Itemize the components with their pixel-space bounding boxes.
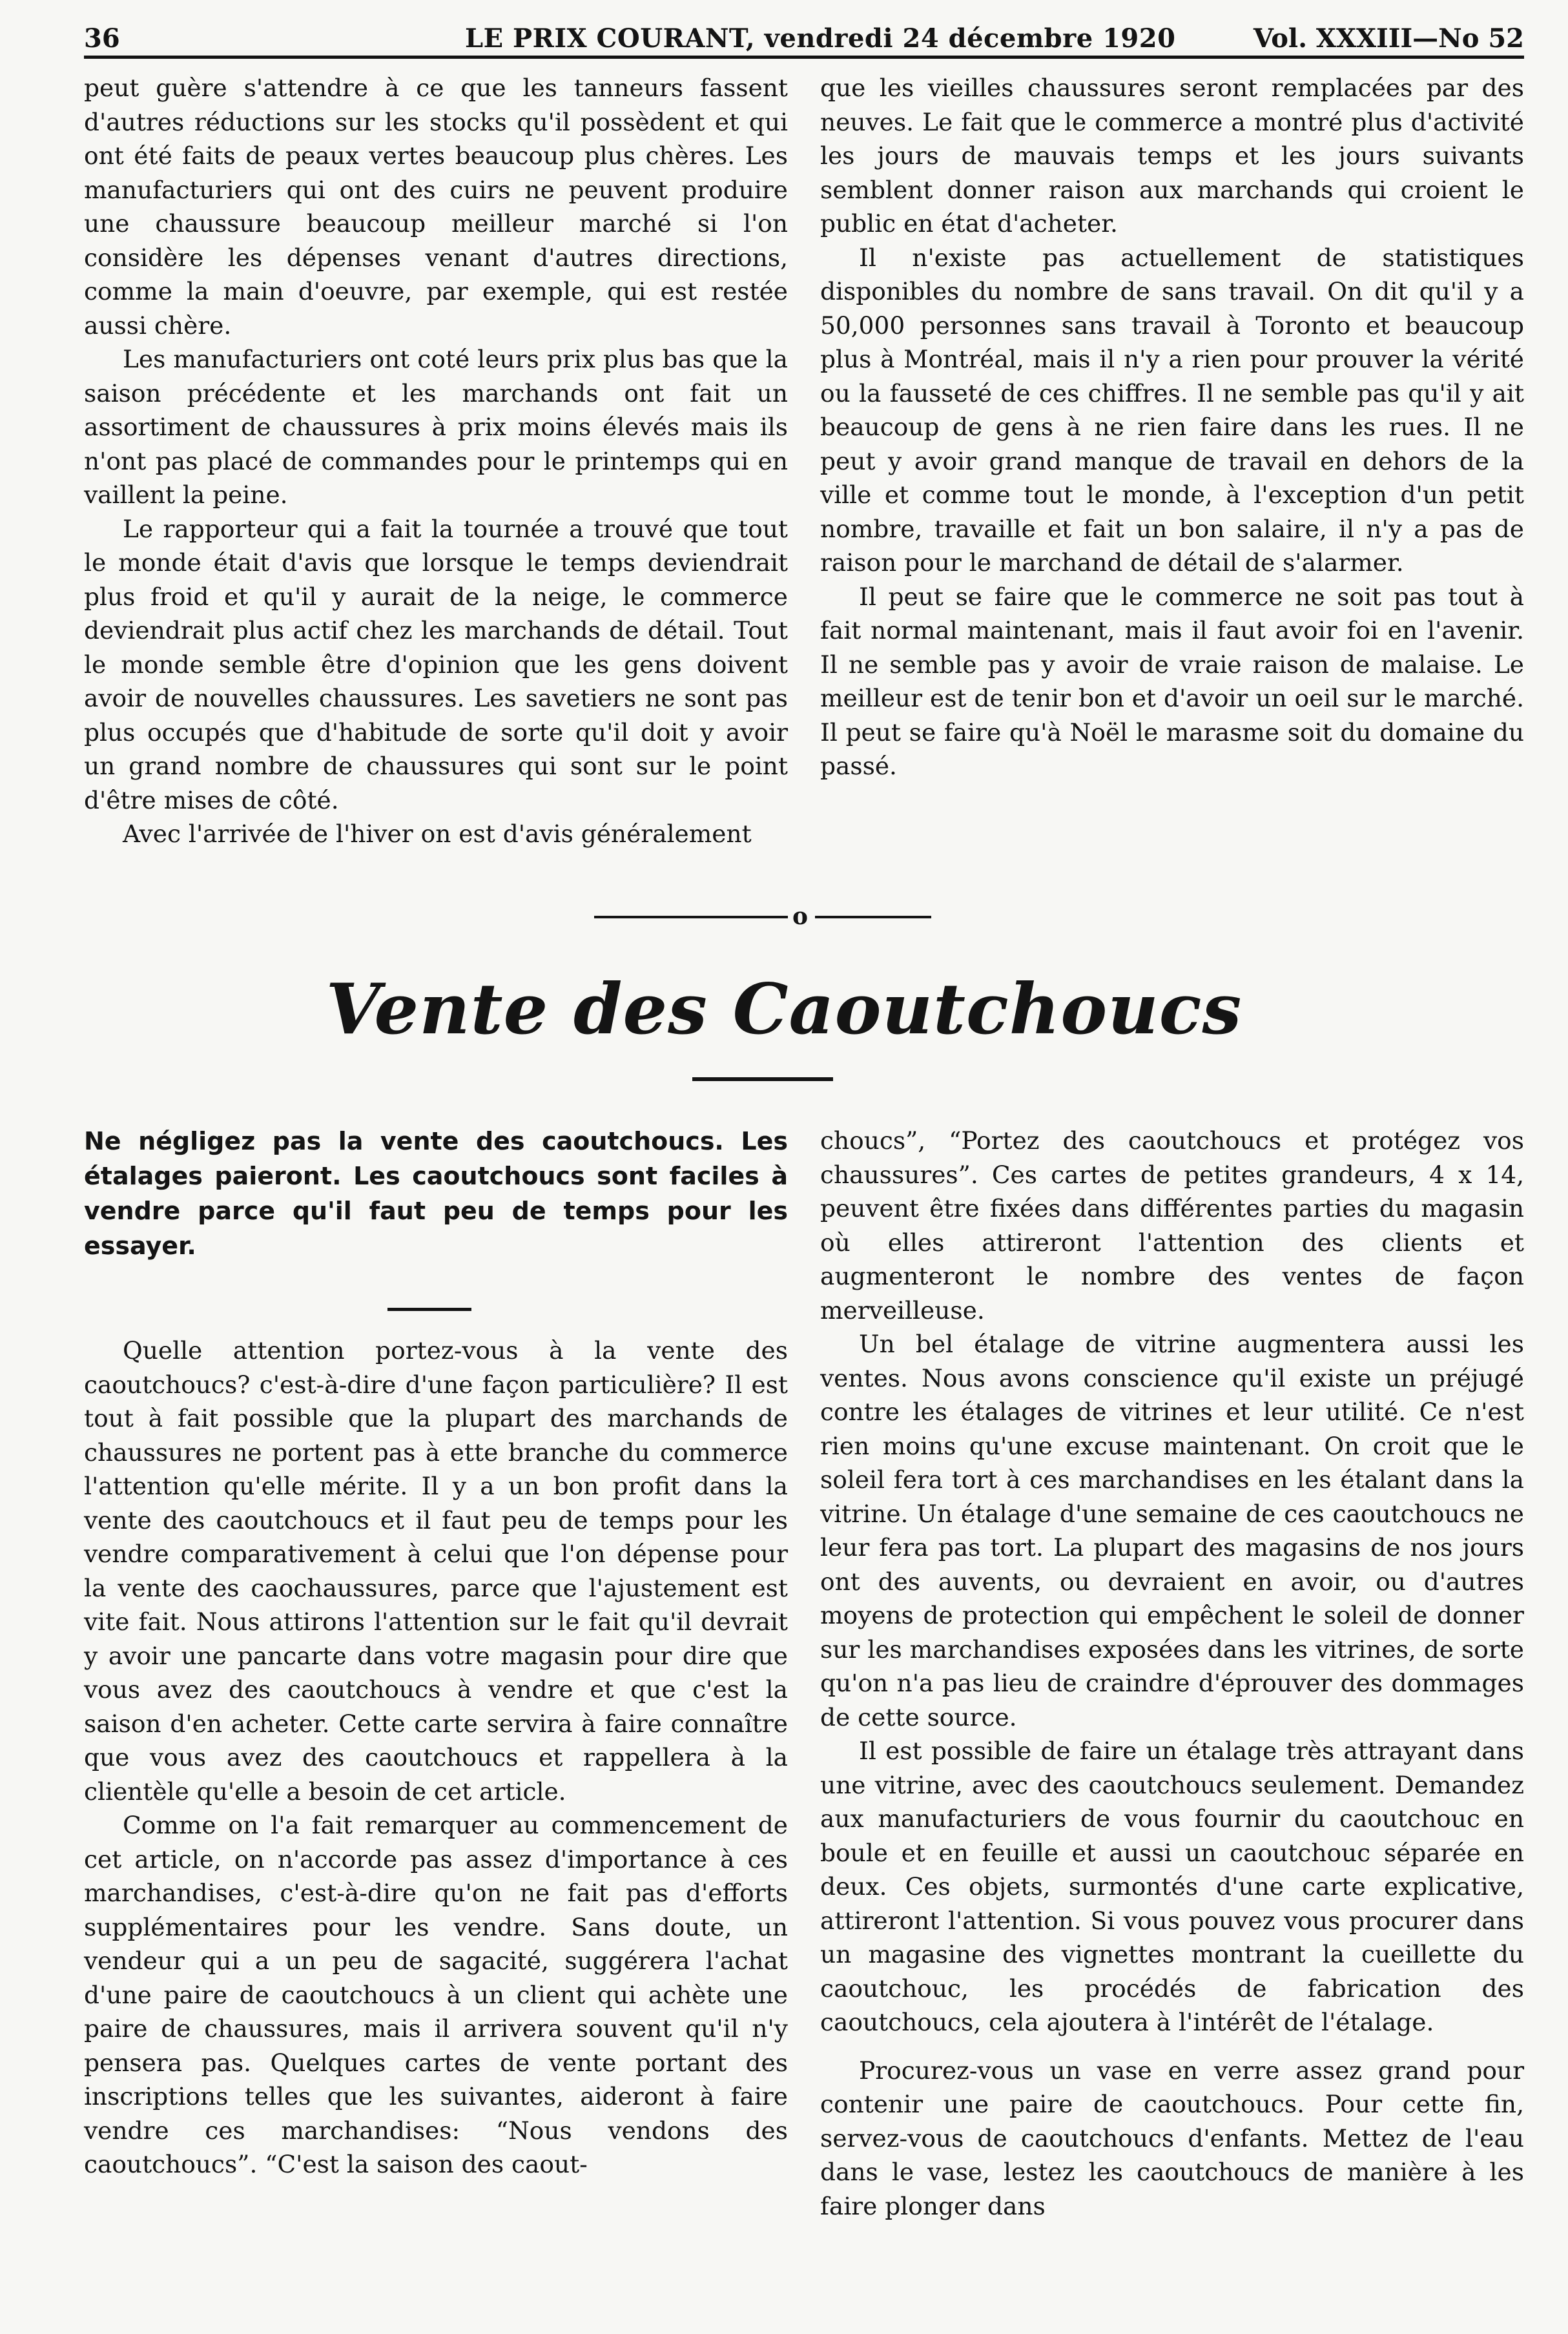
article-lead: Ne négligez pas la vente des caoutchoucs. Les étalages paieront. Les caoutchoucs sont faciles à vendre parce qu'il faut peu de temps pour les essayer. <box>84 1127 788 1260</box>
paragraph: Les manufacturiers ont coté leurs prix plus bas que la saison précédente et les marchands ont fait un assortiment de chaussures à prix moins élevés mais ils n'ont pas placé de commandes pour le printemps qui en vaillent la peine. <box>84 345 788 509</box>
page-number: 36 <box>84 23 120 54</box>
paragraph: Comme on l'a fait remarquer au commencement de cet article, on n'accorde pas assez d'importance à ces marchandises, c'est-à-dire qu'on ne fait pas d'efforts supplémentaires pour les vendre. Sans doute, un vendeur qui a un peu de sagacité, suggérera l'achat d'une paire de caoutchoucs à un client qui achète une paire de chaussures, mais il arrivera souvent qu'il n'y pensera pas. Quelques cartes de vente portant des inscriptions telles que les suivantes, aideront à faire vendre ces marchandises: “Nous vendons des caoutchoucs”. “C'est la saison des caout- <box>84 1811 788 2178</box>
paragraph: peut guère s'attendre à ce que les tanneurs fassent d'autres réductions sur les stocks qu'il possèdent et qui ont été faits de peaux vertes beaucoup plus chères. Les manufacturiers qui ont des cuirs ne peuvent produire une chaussure beaucoup meilleur marché si l'on considère les dépenses venant d'autres directions, comme la main d'oeuvre, par exemple, qui est restée aussi chère. <box>84 74 788 340</box>
lead-rule <box>387 1308 471 1311</box>
volume-number: Vol. XXXIII—No 52 <box>1253 23 1524 54</box>
paragraph: Quelle attention portez-vous à la vente des caoutchoucs? c'est-à-dire d'une façon particulière? Il est tout à fait possible que la plupart des marchands de chaussures ne portent pas à ette branche du commerce l'attention qu'elle mérite. Il y a un bon profit dans la vente des caoutchoucs et il faut peu de temps pour les vendre comparativement à celui que l'on dépense pour la vente des caochaussures, parce que l'ajustement est vite fait. Nous attirons l'attention sur le fait qu'il devrait y avoir une pancarte dans votre magasin pour dire que vous avez des caoutchoucs à vendre et que c'est la saison d'en acheter. Cette carte servira à faire connaître que vous avez des caoutchoucs et rappellera à la clientèle qu'elle a besoin de cet article. <box>84 1336 788 1806</box>
title-rule <box>692 1077 833 1081</box>
paragraph: Il est possible de faire un étalage très attrayant dans une vitrine, avec des caoutchoucs seulement. Demandez aux manufacturiers de vous fournir du caoutchouc en boule et en feuille et aussi un caoutchouc séparée en deux. Ces objets, surmontés d'une carte explicative, attireront l'attention. Si vous pouvez vous procurer dans un magasine des vignettes montrant la cueillette du caoutchouc, les procédés de fabrication des caoutchoucs, cela ajoutera à l'intérêt de l'étalage. <box>820 1737 1524 2036</box>
header-rule <box>84 56 1524 59</box>
article-left-column <box>84 1334 788 2182</box>
article-title: Vente des Caoutchoucs <box>325 969 1243 1050</box>
paragraph: choucs”, “Portez des caoutchoucs et protégez vos chaussures”. Ces cartes de petites grandeurs, 4 x 14, peuvent être fixées dans différentes parties du magasin où elles attireront l'attention des clients et augmenteront le nombre des ventes de façon merveilleuse. <box>820 1126 1524 1325</box>
section-separator-glyph: o <box>792 903 809 930</box>
masthead-title: LE PRIX COURANT, vendredi 24 décembre 1920 <box>465 23 1176 54</box>
article-right-column <box>820 1124 1524 2223</box>
paragraph: Un bel étalage de vitrine augmentera aussi les ventes. Nous avons conscience qu'il existe un préjugé contre les étalages de vitrines et leur utilité. Ce n'est rien moins qu'une excuse maintenant. On croit que le soleil fera tort à ces marchandises en les étalant dans la vitrine. Un étalage d'une semaine de ces caoutchoucs ne leur fera pas tort. La plupart des magasins de nos jours ont des auvents, ou devraient en avoir, ou d'autres moyens de protection qui empêchent le soleil de donner sur les marchandises exposées dans les vitrines, de sorte qu'on n'a pas lieu de craindre d'éprouver des dommages de cette source. <box>820 1330 1524 1731</box>
paragraph: Avec l'arrivée de l'hiver on est d'avis généralement <box>123 820 752 848</box>
paragraph: Il n'existe pas actuellement de statistiques disponibles du nombre de sans travail. On dit qu'il y a 50,000 personnes sans travail à Toronto et beaucoup plus à Montréal, mais il n'y a rien pour prouver la vérité ou la fausseté de ces chiffres. Il ne semble pas qu'il y ait beaucoup de gens à ne rien faire dans les rues. Il ne peut y avoir grand manque de travail en dehors de la ville et comme tout le monde, à l'exception d'un petit nombre, travaille et fait un bon salaire, il n'y a pas de raison pour le marchand de détail de s'alarmer. <box>820 243 1524 577</box>
section-separator-right <box>815 916 931 918</box>
paragraph: Procurez-vous un vase en verre assez grand pour contenir une paire de caoutchoucs. Pour cette fin, servez-vous de caoutchoucs d'enfants. Mettez de l'eau dans le vase, lestez les caoutchoucs de manière à les faire plonger dans <box>820 2056 1524 2220</box>
top-left-column <box>84 71 788 851</box>
section-separator-left <box>594 916 788 918</box>
paragraph: que les vieilles chaussures seront remplacées par des neuves. Le fait que le commerce a montré plus d'activité les jours de mauvais temps et les jours suivants semblent donner raison aux marchands qui croient le public en état d'acheter. <box>820 74 1524 238</box>
paragraph: Il peut se faire que le commerce ne soit pas tout à fait normal maintenant, mais il faut avoir foi en l'avenir. Il ne semble pas y avoir de vraie raison de malaise. Le meilleur est de tenir bon et d'avoir un oeil sur le marché. Il peut se faire qu'à Noël le marasme soit du domaine du passé. <box>820 582 1524 780</box>
paragraph: Le rapporteur qui a fait la tournée a trouvé que tout le monde était d'avis que lorsque le temps deviendrait plus froid et qu'il y aurait de la neige, le commerce deviendrait plus actif chez les marchands de détail. Tout le monde semble être d'opinion que les gens doivent avoir de nouvelles chaussures. Les savetiers ne sont pas plus occupés que d'habitude de sorte qu'il doit y avoir un grand nombre de chaussures qui sont sur le point d'être mises de côté. <box>84 514 788 814</box>
top-right-column <box>820 71 1524 783</box>
